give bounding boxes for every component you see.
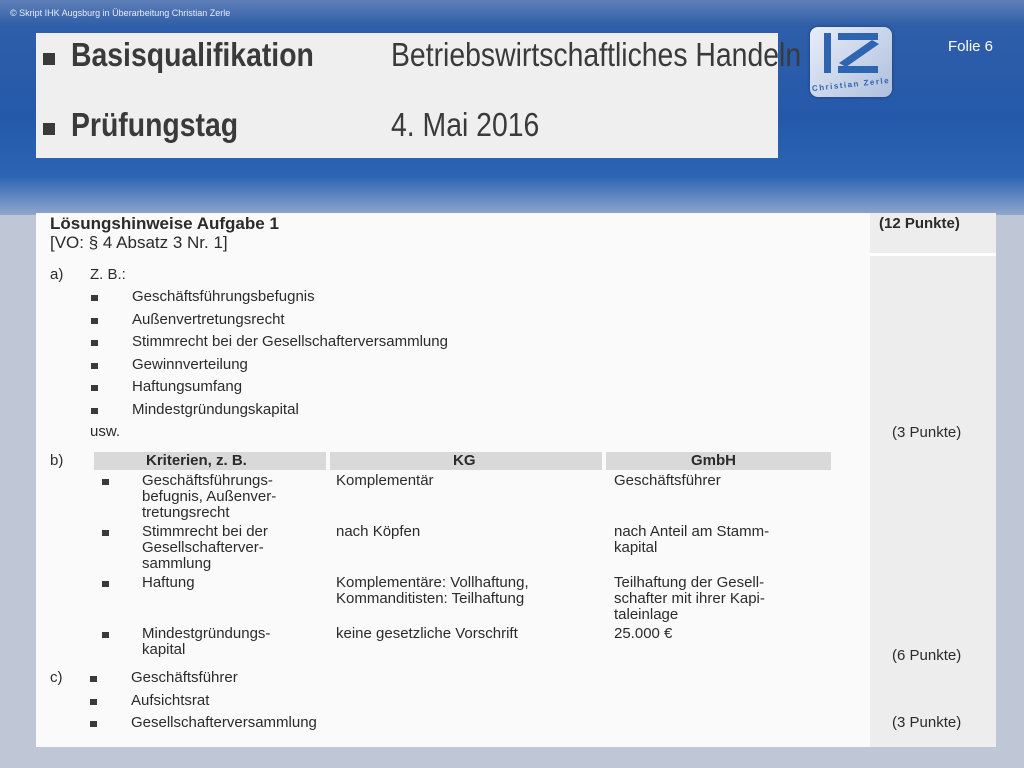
part-a-label: a) [50,266,64,283]
column-header-criteria: Kriterien, z. B. [146,452,247,469]
total-points: (12 Punkte) [879,215,960,232]
slide-number: Folie 6 [948,38,994,55]
bullet-icon [90,721,97,727]
table-cell-kg: Komplementäre: Vollhaftung, Kommanditisten: Teilhaftung [336,574,529,607]
table-cell-gmbh: 25.000 € [614,625,673,642]
bullet-icon [91,295,98,301]
part-a-points: (3 Punkte) [892,424,962,441]
exam-header-value: 4. Mai 2016 [391,106,540,143]
exam-header-label: Prüfungstag [71,106,239,143]
part-b-label: b) [50,452,64,469]
bullet-icon [90,699,97,705]
column-header-gmbh: GmbH [691,452,736,469]
list-item: Aufsichtsrat [131,692,210,709]
bullet-icon [90,676,97,682]
bullet-icon [102,530,109,536]
exam-header-value: Betriebswirtschaftliches Handeln [391,36,802,73]
list-item: Mindestgründungskapital [132,401,299,418]
logo [810,27,892,97]
divider [870,253,996,256]
bullet-icon [43,53,55,65]
list-item: Außenvertretungsrecht [132,311,285,328]
list-item: Stimmrecht bei der Gesellschafterversammlung [132,333,448,350]
table-cell-gmbh: Teilhaftung der Gesell- schafter mit ihrer Kapi- taleinlage [614,574,765,623]
copyright-notice: © Skript IHK Augsburg in Überarbeitung Christian Zerle [10,8,231,18]
part-b-points: (6 Punkte) [892,647,962,664]
logo-text: Christian Zerle [811,75,891,94]
column-header-kg: KG [453,452,476,469]
cz-logo-icon [822,31,882,77]
exam-header-row [36,103,778,153]
table-cell-criteria: Haftung [142,574,195,591]
bullet-icon [91,408,98,414]
bullet-icon [102,581,109,587]
table-cell-criteria: Stimmrecht bei der Gesellschafterver- sammlung [142,523,268,572]
solution-title: Lösungshinweise Aufgabe 1 [50,214,279,233]
bullet-icon [102,632,109,638]
table-cell-criteria: Mindestgründungs- kapital [142,625,271,658]
bullet-icon [91,340,98,346]
part-c-label: c) [50,669,63,686]
bullet-icon [102,479,109,485]
exam-header-label: Basisqualifikation [71,36,314,73]
part-c-points: (3 Punkte) [892,714,962,731]
list-item: Haftungsumfang [132,378,243,395]
list-item: Gesellschafterversammlung [131,714,317,731]
part-a-usw: usw. [90,423,121,440]
table-cell-gmbh: Geschäftsführer [614,472,721,489]
table-cell-kg: keine gesetzliche Vorschrift [336,625,518,642]
table-cell-criteria: Geschäftsführungs- befugnis, Außenver- tretungsrecht [142,472,277,521]
bullet-icon [91,385,98,391]
solution-subtitle: [VO: § 4 Absatz 3 Nr. 1] [50,233,228,252]
bullet-icon [91,318,98,324]
bullet-icon [43,123,55,135]
list-item: Geschäftsführungsbefugnis [132,288,315,305]
bullet-icon [91,363,98,369]
table-cell-kg: nach Köpfen [336,523,421,540]
exam-header-box [36,33,802,158]
part-a-intro: Z. B.: [90,266,126,283]
points-column [870,213,996,747]
solution-panel [36,213,996,747]
table-cell-kg: Komplementär [336,472,434,489]
exam-header-row [36,33,802,83]
table-cell-gmbh: nach Anteil am Stamm- kapital [614,523,770,556]
list-item: Gewinnverteilung [132,356,248,373]
list-item: Geschäftsführer [131,669,238,686]
